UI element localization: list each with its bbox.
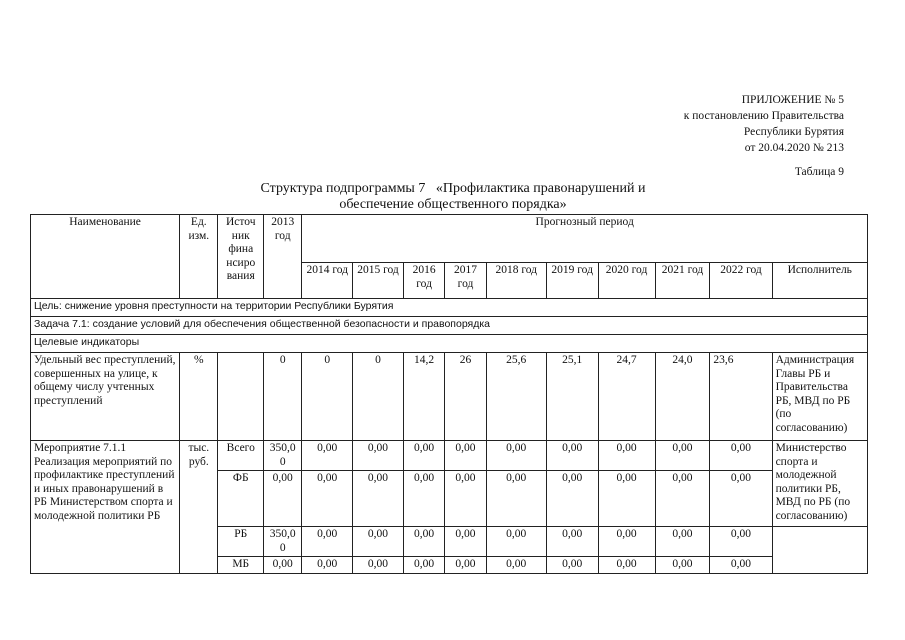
header-name: Наименование <box>31 215 180 299</box>
indicator-value: 24,7 <box>598 353 655 441</box>
measure-value: 0,00 <box>302 441 353 471</box>
document-title <box>208 181 698 213</box>
indicators-row: Целевые индикаторы <box>31 335 868 353</box>
header-year: 2019 год <box>546 263 598 299</box>
measure-value: 0,00 <box>353 471 404 527</box>
indicator-value: 24,0 <box>655 353 710 441</box>
measure-value: 0,00 <box>353 527 404 557</box>
indicator-executor: Администрация Главы РБ и Правительства РБ, МВД по РБ (по согласованию) <box>772 353 867 441</box>
measure-value: 0,00 <box>486 527 546 557</box>
measure-value: 0,00 <box>302 471 353 527</box>
indicator-source <box>218 353 264 441</box>
measure-source: Всего <box>218 441 264 471</box>
measure-value: 0,00 <box>445 557 486 574</box>
measure-value: 0,00 <box>546 471 598 527</box>
header-year: 2017 год <box>445 263 486 299</box>
header-year: 2018 год <box>486 263 546 299</box>
measure-value: 0,00 <box>445 527 486 557</box>
measure-value: 0,00 <box>546 441 598 471</box>
title-line: обеспечение общественного порядка» <box>339 197 567 212</box>
header-year: 2020 год <box>598 263 655 299</box>
measure-value: 0,00 <box>710 557 772 574</box>
appendix-line: ПРИЛОЖЕНИЕ № 5 <box>741 94 844 106</box>
measure-value: 0,00 <box>598 441 655 471</box>
appendix-block <box>684 92 844 156</box>
measure-value: 0,00 <box>302 557 353 574</box>
measure-value: 0,00 <box>264 557 302 574</box>
measure-value: 0,00 <box>353 557 404 574</box>
indicator-name: Удельный вес преступлений, совершенных на улице, к общему числу учтенных преступлений <box>31 353 180 441</box>
header-source: Источ ник фина нсиро вания <box>218 215 264 299</box>
measure-value: 0,00 <box>486 471 546 527</box>
header-year: 2022 год <box>710 263 772 299</box>
measure-value: 350,0 0 <box>264 441 302 471</box>
header-base-year: 2013 год <box>264 215 302 299</box>
measure-value: 0,00 <box>710 527 772 557</box>
measure-value: 0,00 <box>486 557 546 574</box>
indicator-unit: % <box>180 353 218 441</box>
subprogram-table <box>30 214 868 574</box>
measure-value: 0,00 <box>403 441 444 471</box>
header-executor: Исполнитель <box>772 263 867 299</box>
measure-value: 0,00 <box>546 557 598 574</box>
measure-executor: Министерство спорта и молодежной политики РБ, МВД по РБ (по согласованию) <box>772 441 867 527</box>
measure-source: МБ <box>218 557 264 574</box>
measure-value: 0,00 <box>403 471 444 527</box>
header-year: 2014 год <box>302 263 353 299</box>
indicator-value: 14,2 <box>403 353 444 441</box>
measure-value: 0,00 <box>546 527 598 557</box>
measure-executor-empty <box>772 527 867 574</box>
header-year: 2016 год <box>403 263 444 299</box>
measure-value: 0,00 <box>655 527 710 557</box>
measure-name: Мероприятие 7.1.1 Реализация мероприятий по профилактике преступлений и иных правонарушений в РБ Министерством спорта и молодежной политики РБ <box>31 441 180 574</box>
measure-unit: тыс. руб. <box>180 441 218 574</box>
measure-value: 350,0 0 <box>264 527 302 557</box>
measure-source: ФБ <box>218 471 264 527</box>
measure-value: 0,00 <box>403 527 444 557</box>
title-line: Структура подпрограммы 7 «Профилактика правонарушений и <box>260 181 646 196</box>
appendix-line: от 20.04.2020 № 213 <box>744 142 844 154</box>
header-forecast: Прогнозный период <box>302 215 868 263</box>
measure-value: 0,00 <box>710 441 772 471</box>
measure-value: 0,00 <box>710 471 772 527</box>
measure-source: РБ <box>218 527 264 557</box>
measure-value: 0,00 <box>445 441 486 471</box>
measure-value: 0,00 <box>403 557 444 574</box>
measure-value: 0,00 <box>655 471 710 527</box>
table-number: Таблица 9 <box>794 166 844 178</box>
measure-value: 0,00 <box>486 441 546 471</box>
task-row: Задача 7.1: создание условий для обеспечения общественной безопасности и правопорядка <box>31 317 868 335</box>
indicator-value: 25,6 <box>486 353 546 441</box>
appendix-line: к постановлению Правительства <box>683 110 844 122</box>
indicator-value: 0 <box>353 353 404 441</box>
measure-value: 0,00 <box>598 471 655 527</box>
header-unit: Ед. изм. <box>180 215 218 299</box>
measure-value: 0,00 <box>598 527 655 557</box>
goal-row: Цель: снижение уровня преступности на территории Республики Бурятия <box>31 299 868 317</box>
measure-value: 0,00 <box>302 527 353 557</box>
measure-value: 0,00 <box>353 441 404 471</box>
measure-value: 0,00 <box>655 557 710 574</box>
header-year: 2021 год <box>655 263 710 299</box>
appendix-line: Республики Бурятия <box>743 126 844 138</box>
measure-value: 0,00 <box>655 441 710 471</box>
indicator-value: 26 <box>445 353 486 441</box>
indicator-value: 0 <box>302 353 353 441</box>
measure-value: 0,00 <box>445 471 486 527</box>
indicator-value: 23,6 <box>710 353 772 441</box>
measure-value: 0,00 <box>598 557 655 574</box>
indicator-value: 0 <box>264 353 302 441</box>
indicator-value: 25,1 <box>546 353 598 441</box>
header-year: 2015 год <box>353 263 404 299</box>
measure-value: 0,00 <box>264 471 302 527</box>
